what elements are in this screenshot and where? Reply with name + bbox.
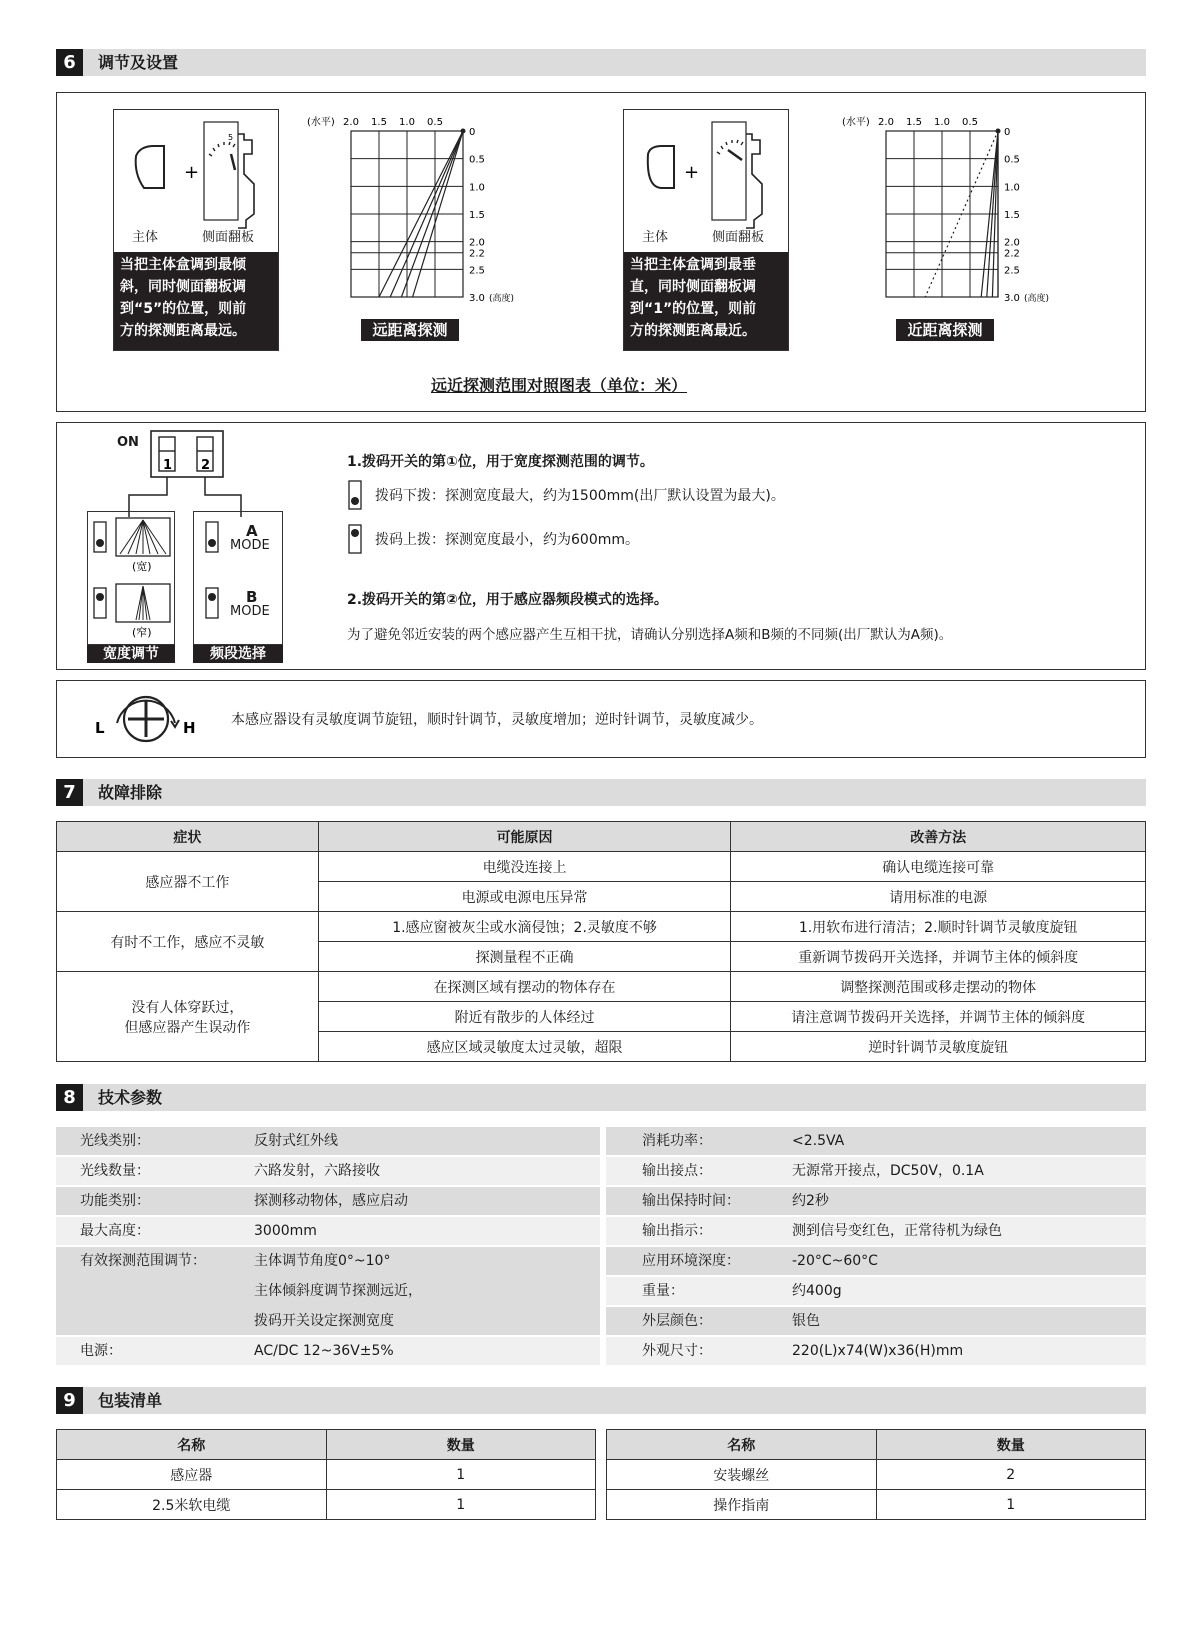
- sensor-origin-point: [996, 129, 1001, 134]
- spec-key: 应用环境深度：: [642, 1253, 740, 1269]
- desc-line: 方的探测距离最远。: [120, 323, 246, 339]
- frequency-select-box: [193, 511, 283, 645]
- section-title: 包装清单: [98, 1391, 163, 1410]
- y-axis-label: (高度): [489, 294, 515, 304]
- spec-key: 功能类别：: [80, 1193, 150, 1209]
- plus-sign: +: [684, 162, 700, 183]
- packing-table-right: [606, 1429, 1146, 1520]
- spec-row: [56, 1247, 600, 1335]
- description-right: [624, 252, 788, 350]
- solution-cell: 1.用软布进行清洁；2.顺时针调节灵敏度旋钮: [731, 912, 1146, 942]
- spec-key: 最大高度：: [80, 1223, 150, 1239]
- spec-row: [606, 1157, 1146, 1185]
- knob-description: 本感应器设有灵敏度调节旋钮，顺时针调节，灵敏度增加；逆时针调节，灵敏度减少。: [231, 712, 763, 728]
- y-tick-label: 0.5: [469, 154, 485, 166]
- point-1-down: 拨码下拨：探测宽度最大，约为1500mm(出厂默认设置为最大)。: [375, 488, 785, 504]
- spec-value: 拨码开关设定探测宽度: [254, 1313, 394, 1329]
- spec-value: 约2秒: [792, 1193, 829, 1209]
- mode-b-letter: B: [246, 588, 258, 606]
- section-9-header: [56, 1387, 1146, 1414]
- sensor-body-icon: [136, 146, 164, 188]
- solution-cell: 调整探测范围或移走摆动的物体: [731, 972, 1146, 1002]
- spec-value: 约400g: [792, 1283, 842, 1299]
- chart-far-label: 远距离探测: [361, 319, 459, 341]
- solution-cell: 请注意调节拨码开关选择，并调节主体的倾斜度: [731, 1002, 1146, 1032]
- spec-row: [56, 1337, 600, 1365]
- chart-near-label: 近距离探测: [896, 319, 994, 341]
- cause-cell: 电缆没连接上: [318, 852, 731, 882]
- flap-label: 侧面翻板: [202, 230, 255, 245]
- spec-key: 输出接点：: [642, 1163, 712, 1179]
- dip-switch-panel: [56, 422, 1146, 670]
- y-tick-label: 2.2: [469, 248, 485, 260]
- y-tick-label: 0: [469, 127, 476, 138]
- description-left: [114, 252, 278, 350]
- y-tick-label: 2.5: [469, 265, 485, 277]
- header-quantity: 数量: [876, 1430, 1146, 1460]
- spec-value: AC/DC 12~36V±5%: [254, 1343, 394, 1359]
- solution-cell: 请用标准的电源: [731, 882, 1146, 912]
- spec-value: -20°C~60°C: [792, 1253, 878, 1269]
- cause-cell: 附近有散步的人体经过: [318, 1002, 731, 1032]
- section-7-header: [56, 779, 1146, 806]
- spec-row: [606, 1277, 1146, 1305]
- item-quantity: 1: [876, 1490, 1146, 1520]
- item-quantity: 2: [876, 1460, 1146, 1490]
- flap-bracket-icon: [746, 134, 762, 228]
- y-tick-label: 2.5: [1004, 265, 1020, 277]
- mode-a-word: MODE: [230, 538, 270, 553]
- spec-row: [56, 1217, 600, 1245]
- flap-scale-icon: [209, 142, 235, 170]
- on-label: ON: [117, 435, 139, 450]
- section-title: 技术参数: [98, 1088, 163, 1107]
- spec-value: 银色: [792, 1313, 820, 1329]
- spec-key: 重量：: [642, 1283, 684, 1299]
- y-tick-label: 1.5: [1004, 210, 1020, 221]
- wide-label: (宽): [132, 560, 152, 573]
- solution-cell: 重新调节拨码开关选择，并调节主体的倾斜度: [731, 942, 1146, 972]
- y-tick-label: 0: [1004, 127, 1011, 138]
- solution-cell: 逆时针调节灵敏度旋钮: [731, 1032, 1146, 1062]
- body-label: 主体: [642, 230, 669, 245]
- switch-2-number: 2: [201, 458, 211, 473]
- header-quantity: 数量: [326, 1430, 596, 1460]
- chart-near-detection: [842, 115, 1082, 305]
- solution-cell: 确认电缆连接可靠: [731, 852, 1146, 882]
- desc-line: 直，同时侧面翻板调: [630, 279, 756, 295]
- spec-row: [606, 1307, 1146, 1335]
- spec-row: [606, 1127, 1146, 1155]
- desc-line: 当把主体盒调到最倾: [120, 257, 246, 273]
- dip-up-icon: [206, 588, 218, 618]
- symptom-cell: 有时不工作，感应不灵敏: [57, 912, 319, 972]
- y-tick-label: 2.0: [1004, 237, 1020, 249]
- dip-down-icon: [94, 522, 106, 552]
- header-symptom: 症状: [57, 822, 319, 852]
- spec-right-column: [606, 1127, 1146, 1367]
- switch-1-number: 1: [163, 458, 173, 473]
- x-axis-label: (水平): [842, 117, 870, 128]
- flap-label: 侧面翻板: [712, 230, 765, 245]
- chart-grid: [886, 131, 998, 297]
- cause-cell: 电源或电源电压异常: [318, 882, 731, 912]
- flap-scale-icon: [717, 140, 743, 160]
- spec-row: [56, 1187, 600, 1215]
- frequency-select-diagram: [194, 512, 282, 644]
- section-8-header: [56, 1084, 1146, 1111]
- dip-up-icon: [94, 588, 106, 618]
- item-name: 操作指南: [607, 1490, 877, 1520]
- cause-cell: 感应区域灵敏度太过灵敏，超限: [318, 1032, 731, 1062]
- x-tick-label: 0.5: [962, 117, 978, 128]
- desc-line: 当把主体盒调到最垂: [630, 257, 756, 273]
- device-panel-left: [113, 109, 279, 351]
- item-name: 2.5米软电缆: [57, 1490, 327, 1520]
- spec-value: 反射式红外线: [254, 1133, 338, 1149]
- sensor-origin-point: [461, 129, 466, 134]
- section-6-header: [56, 49, 1146, 76]
- item-name: 安装螺丝: [607, 1460, 877, 1490]
- detection-range-panel: [56, 92, 1146, 412]
- section-title: 故障排除: [98, 783, 163, 802]
- spec-row: [606, 1337, 1146, 1365]
- chart-far-detection: [307, 115, 547, 305]
- knob-h-label: H: [183, 719, 196, 737]
- width-adjust-diagram: [88, 512, 174, 644]
- x-tick-label: 1.0: [399, 117, 415, 128]
- x-tick-label: 2.0: [878, 117, 894, 128]
- spec-value: 3000mm: [254, 1223, 317, 1239]
- symptom-cell: 感应器不工作: [57, 852, 319, 912]
- spec-value: 探测移动物体，感应启动: [254, 1193, 408, 1209]
- header-cause: 可能原因: [318, 822, 731, 852]
- spec-key: 外层颜色：: [642, 1313, 712, 1329]
- spec-key: 电源：: [80, 1343, 122, 1359]
- y-tick-label: 3.0: [1004, 293, 1020, 304]
- dip-switch-diagram: [85, 429, 295, 521]
- spec-value: 主体调节角度0°~10°: [254, 1253, 391, 1269]
- packing-table-left: [56, 1429, 596, 1520]
- spec-value: 主体倾斜度调节探测远近，: [254, 1283, 422, 1299]
- x-tick-label: 2.0: [343, 117, 359, 128]
- spec-row: [606, 1187, 1146, 1215]
- x-tick-label: 0.5: [427, 117, 443, 128]
- y-tick-label: 1.0: [469, 182, 485, 194]
- y-tick-label: 3.0: [469, 293, 485, 304]
- narrow-label: (窄): [132, 626, 152, 639]
- spec-key: 外观尺寸：: [642, 1343, 712, 1359]
- knob-l-label: L: [95, 719, 105, 737]
- section-number: 9: [56, 1387, 83, 1414]
- y-tick-label: 1.0: [1004, 182, 1020, 194]
- cause-cell: 在探测区域有摆动的物体存在: [318, 972, 731, 1002]
- width-adjust-label: 宽度调节: [87, 645, 175, 663]
- section-number: 7: [56, 779, 83, 806]
- header-solution: 改善方法: [731, 822, 1146, 852]
- y-axis-label: (高度): [1024, 294, 1050, 304]
- device-panel-right: [623, 109, 789, 351]
- chart-caption: 远近探测范围对照图表（单位：米）: [431, 376, 688, 395]
- item-quantity: 1: [326, 1490, 596, 1520]
- mode-b-word: MODE: [230, 604, 270, 619]
- symptom-cell: [57, 972, 319, 1062]
- cause-cell: 1.感应窗被灰尘或水滴侵蚀；2.灵敏度不够: [318, 912, 731, 942]
- section-number: 8: [56, 1084, 83, 1111]
- spec-key: 光线类别：: [80, 1133, 150, 1149]
- spec-value: 六路发射，六路接收: [254, 1163, 380, 1179]
- symptom-line: 但感应器产生误动作: [124, 1019, 251, 1036]
- spec-key: 光线数量：: [80, 1163, 150, 1179]
- sensitivity-knob-panel: [56, 680, 1146, 758]
- x-tick-label: 1.5: [906, 117, 922, 128]
- spec-value: 测到信号变红色，正常待机为绿色: [792, 1223, 1002, 1239]
- chart-grid: [351, 131, 463, 297]
- frequency-select-label: 频段选择: [193, 645, 283, 663]
- plus-sign: +: [184, 162, 200, 183]
- flap-mark-5: 5: [228, 133, 234, 142]
- desc-line: 方的探测距离最近。: [630, 323, 756, 339]
- point-1-title: 1.拨码开关的第①位，用于宽度探测范围的调节。: [347, 454, 654, 470]
- spec-key: 输出指示：: [642, 1223, 712, 1239]
- dip-down-icon: [206, 522, 218, 552]
- spec-key: 输出保持时间：: [642, 1193, 740, 1209]
- sensitivity-knob-icon: [93, 687, 203, 751]
- header-name: 名称: [607, 1430, 877, 1460]
- desc-line: 到“1”的位置，则前: [630, 301, 757, 317]
- cause-cell: 探测量程不正确: [318, 942, 731, 972]
- spec-row: [56, 1157, 600, 1185]
- y-tick-label: 2.0: [469, 237, 485, 249]
- flap-bracket-icon: [238, 134, 254, 228]
- desc-line: 斜，同时侧面翻板调: [120, 279, 246, 295]
- y-tick-label: 2.2: [1004, 248, 1020, 260]
- width-adjust-box: [87, 511, 175, 645]
- x-tick-label: 1.5: [371, 117, 387, 128]
- section-number: 6: [56, 49, 83, 76]
- y-tick-label: 1.5: [469, 210, 485, 221]
- x-axis-label: (水平): [307, 117, 335, 128]
- x-tick-label: 1.0: [934, 117, 950, 128]
- body-label: 主体: [132, 230, 159, 245]
- spec-row: [56, 1127, 600, 1155]
- symptom-line: 没有人体穿跃过，: [131, 999, 244, 1016]
- point-2-desc: 为了避免邻近安装的两个感应器产生互相干扰，请确认分别选择A频和B频的不同频(出厂默认为A频)。: [347, 627, 953, 643]
- spec-value: <2.5VA: [792, 1133, 845, 1149]
- troubleshooting-table: [56, 821, 1146, 1062]
- spec-row: [606, 1217, 1146, 1245]
- sensor-body-icon: [648, 146, 674, 188]
- spec-value: 220(L)x74(W)x36(H)mm: [792, 1343, 964, 1359]
- spec-value: 无源常开接点，DC50V，0.1A: [792, 1163, 984, 1179]
- dip-up-icon: [347, 523, 363, 555]
- section-title: 调节及设置: [98, 53, 179, 72]
- spec-key: 有效探测范围调节：: [80, 1253, 206, 1269]
- y-tick-label: 0.5: [1004, 154, 1020, 166]
- flap-frame-icon: [712, 122, 746, 220]
- dip-down-icon: [347, 479, 363, 511]
- point-1-up: 拨码上拨：探测宽度最小，约为600mm。: [375, 532, 639, 548]
- spec-row: [606, 1247, 1146, 1275]
- desc-line: 到“5”的位置，则前: [120, 301, 247, 317]
- spec-key: 消耗功率：: [642, 1133, 712, 1149]
- item-quantity: 1: [326, 1460, 596, 1490]
- spec-left-column: [56, 1127, 600, 1367]
- point-2-title: 2.拨码开关的第②位，用于感应器频段模式的选择。: [347, 592, 668, 608]
- mode-a-letter: A: [246, 522, 258, 540]
- header-name: 名称: [57, 1430, 327, 1460]
- item-name: 感应器: [57, 1460, 327, 1490]
- dip-switch-housing-icon: [151, 431, 223, 477]
